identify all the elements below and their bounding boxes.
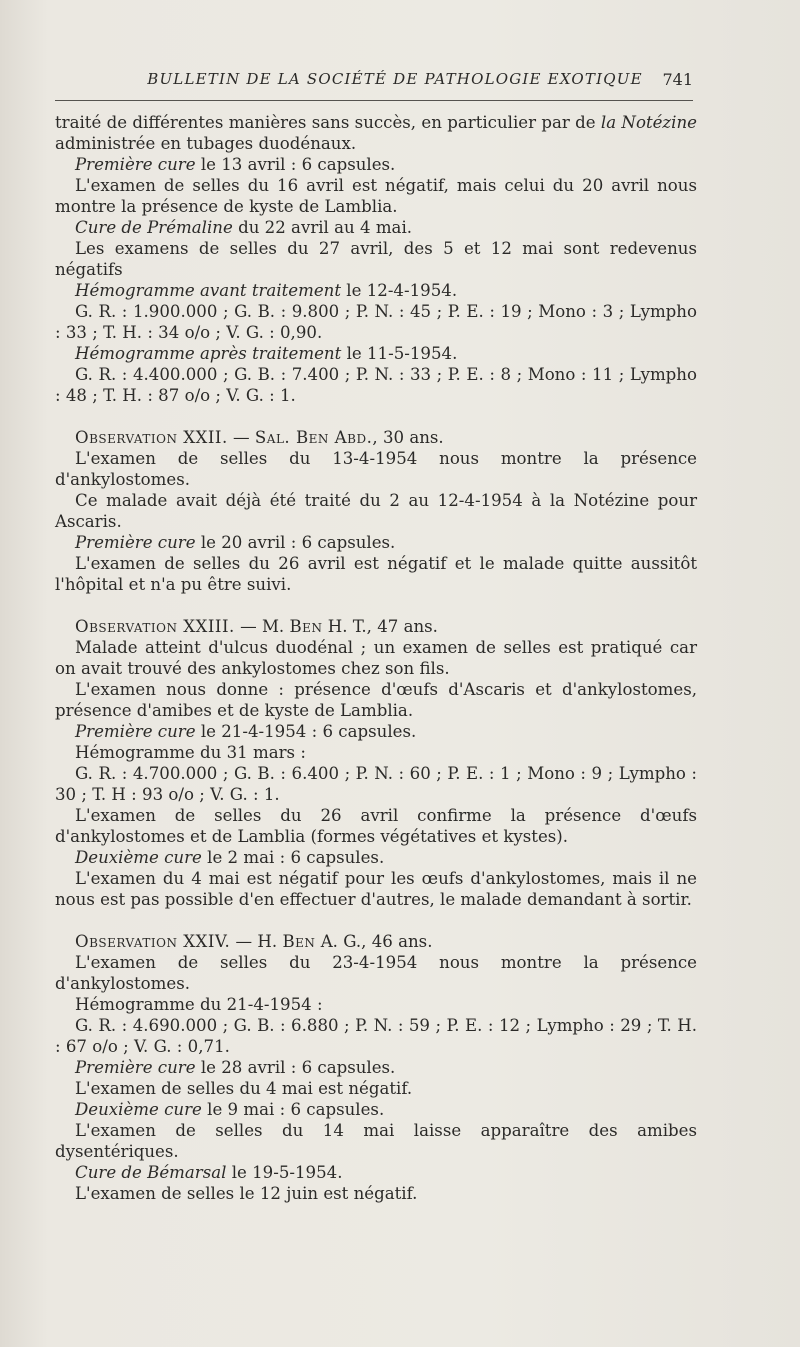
drug-name: la Notézine [600, 113, 697, 132]
text: — M. [234, 617, 290, 636]
text: le 11-5-1954. [341, 344, 458, 363]
paragraph [55, 343, 697, 364]
observation-number: Observation XXII. [75, 428, 228, 447]
observation-number: Observation XXIII. [75, 617, 235, 636]
paragraph: L'examen de selles du 23-4-1954 nous montre la présence d'ankylostomes. [55, 953, 697, 993]
article-body [55, 112, 697, 1204]
paragraph: G. R. : 1.900.000 ; G. B. : 9.800 ; P. N. : 45 ; P. E. : 19 ; Mono : 3 ; Lympho : 33 ; T. H. : 34 o/o ; V. G. : 0,90. [55, 302, 697, 342]
cure-label: Première cure [75, 155, 196, 174]
paragraph [55, 847, 697, 868]
text: H. T., 47 ans. [322, 617, 438, 636]
text: le 13 avril : 6 capsules. [195, 155, 396, 174]
patient-name: Ben [282, 932, 316, 951]
patient-name: Ben [289, 617, 323, 636]
paragraph: Hémogramme du 21-4-1954 : [75, 995, 323, 1014]
observation-heading [55, 616, 697, 637]
text: administrée en tubages duodénaux. [55, 134, 357, 153]
paragraph [55, 1162, 697, 1183]
paragraph [55, 112, 697, 154]
cure-label: Deuxième cure [75, 848, 202, 867]
text: le 21-4-1954 : 6 capsules. [195, 722, 417, 741]
paragraph: L'examen du 4 mai est négatif pour les œufs d'ankylostomes, mais il ne nous est pas possible d'en effectuer d'autres, le malade demandant à sortir. [55, 869, 697, 909]
paragraph: L'examen de selles du 14 mai laisse apparaître des amibes dysentériques. [55, 1121, 697, 1161]
paragraph: Hémogramme du 31 mars : [75, 743, 306, 762]
paragraph [55, 1057, 697, 1078]
paragraph [55, 217, 697, 238]
running-title: BULLETIN DE LA SOCIÉTÉ DE PATHOLOGIE EXOTIQUE [147, 70, 643, 88]
paragraph: L'examen de selles du 26 avril confirme la présence d'œufs d'ankylostomes et de Lamblia (formes végétatives et kystes). [55, 806, 697, 846]
text: A. G., 46 ans. [315, 932, 433, 951]
paragraph: L'examen de selles du 4 mai est négatif. [75, 1079, 413, 1098]
observation-number: Observation XXIV. [75, 932, 231, 951]
paragraph [55, 721, 697, 742]
paragraph: Ce malade avait déjà été traité du 2 au 12-4-1954 à la Notézine pour Ascaris. [55, 491, 697, 531]
paragraph: Les examens de selles du 27 avril, des 5 et 12 mai sont redevenus négatifs [55, 239, 697, 279]
text: le 2 mai : 6 capsules. [201, 848, 385, 867]
text: — H. [230, 932, 283, 951]
hemogram-label: Hémogramme après traitement [75, 344, 342, 363]
patient-name: Sal. Ben Abd. [254, 428, 373, 447]
text: le 9 mai : 6 capsules. [201, 1100, 385, 1119]
text: — [227, 428, 255, 447]
paragraph: L'examen de selles du 16 avril est négatif, mais celui du 20 avril nous montre la présence de kyste de Lamblia. [55, 176, 697, 216]
observation-heading [55, 931, 697, 952]
cure-label: Cure de Prémaline [75, 218, 233, 237]
header-rule [55, 100, 693, 101]
paragraph [55, 532, 697, 553]
page-number: 741 [662, 70, 693, 89]
observation-heading [55, 427, 697, 448]
paragraph [55, 154, 697, 175]
paragraph: L'examen de selles du 26 avril est négatif et le malade quitte aussitôt l'hôpital et n'a pu être suivi. [55, 554, 697, 594]
paragraph: L'examen nous donne : présence d'œufs d'Ascaris et d'ankylostomes, présence d'amibes et de kyste de Lamblia. [55, 680, 697, 720]
text: traité de différentes manières sans succès, en particulier par de [55, 113, 601, 132]
text: , 30 ans. [372, 428, 444, 447]
text: le 12-4-1954. [341, 281, 458, 300]
cure-label: Première cure [75, 533, 196, 552]
cure-label: Première cure [75, 1058, 196, 1077]
text: le 28 avril : 6 capsules. [195, 1058, 396, 1077]
paragraph: G. R. : 4.690.000 ; G. B. : 6.880 ; P. N. : 59 ; P. E. : 12 ; Lympho : 29 ; T. H. : 67 o/o ; V. G. : 0,71. [55, 1016, 697, 1056]
text: le 19-5-1954. [226, 1163, 343, 1182]
paragraph [55, 280, 697, 301]
text: le 20 avril : 6 capsules. [195, 533, 396, 552]
paragraph: L'examen de selles le 12 juin est négatif. [75, 1184, 418, 1203]
paragraph: G. R. : 4.400.000 ; G. B. : 7.400 ; P. N. : 33 ; P. E. : 8 ; Mono : 11 ; Lympho : 48 ; T. H. : 87 o/o ; V. G. : 1. [55, 365, 697, 405]
paragraph: Malade atteint d'ulcus duodénal ; un examen de selles est pratiqué car on avait trouvé des ankylostomes chez son fils. [55, 638, 697, 678]
paragraph: G. R. : 4.700.000 ; G. B. : 6.400 ; P. N. : 60 ; P. E. : 1 ; Mono : 9 ; Lympho : 30 ; T. H : 93 o/o ; V. G. : 1. [55, 764, 697, 804]
paragraph [55, 1099, 697, 1120]
cure-label: Deuxième cure [75, 1100, 202, 1119]
hemogram-label: Hémogramme avant traitement [75, 281, 342, 300]
cure-label: Cure de Bémarsal [75, 1163, 227, 1182]
text: du 22 avril au 4 mai. [232, 218, 413, 237]
page-header [55, 70, 693, 100]
cure-label: Première cure [75, 722, 196, 741]
paragraph: L'examen de selles du 13-4-1954 nous montre la présence d'ankylostomes. [55, 449, 697, 489]
